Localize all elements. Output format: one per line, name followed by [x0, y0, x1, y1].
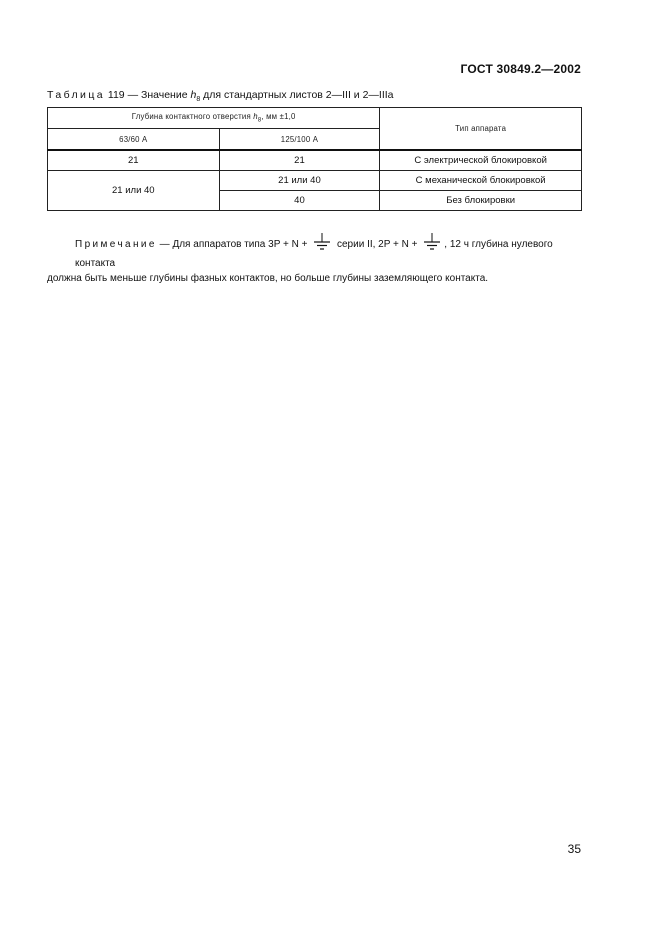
device-type-header: Тип аппарата	[380, 108, 582, 151]
caption-word: Таблица	[47, 89, 105, 101]
standard-number: ГОСТ 30849.2—2002	[460, 62, 581, 76]
table-cell: С механической блокировкой	[380, 171, 582, 191]
depth-table	[47, 107, 582, 211]
caption-symbol: h	[190, 89, 197, 101]
note-text-1: — Для аппаратов типа 3P + N +	[159, 239, 308, 250]
note-text-3: , 12 ч глубина нулевого контакта	[75, 239, 553, 269]
table-note	[47, 233, 587, 286]
note-text-2: серии II, 2P + N +	[337, 239, 418, 250]
caption-number: 119	[107, 89, 125, 101]
group-header-cell: Глубина контактного отверстия $h_8$, мм ±1,0	[48, 108, 380, 129]
ground-symbol-icon	[423, 233, 441, 256]
table-cell: 21	[219, 150, 380, 171]
caption-symbol-sub: 8	[196, 96, 201, 104]
table-cell: 21 или 40	[219, 171, 380, 191]
ground-symbol-icon	[313, 233, 331, 256]
note-text-4: должна быть меньше глубины фазных контактов, но больше глубины заземляющего контакта.	[47, 273, 489, 284]
table-cell: 40	[219, 191, 380, 211]
col-125-header: 125/100 А	[219, 129, 380, 151]
caption-text: Значение	[141, 89, 188, 101]
table-cell: Без блокировки	[380, 191, 582, 211]
table-header-row	[48, 108, 582, 129]
note-label: Примечание	[75, 239, 157, 250]
table-caption	[47, 89, 394, 103]
table-cell: 21	[48, 150, 220, 171]
table-row	[48, 150, 582, 171]
page-number: 35	[567, 842, 581, 856]
table-cell: С электрической блокировкой	[380, 150, 582, 171]
col-63-header: 63/60 А	[48, 129, 220, 151]
caption-text-tail: для стандартных листов 2—III и 2—IIIa	[203, 89, 394, 101]
table-row	[48, 171, 582, 191]
table-cell: 21 или 40	[48, 171, 220, 211]
caption-dash: —	[127, 89, 139, 101]
